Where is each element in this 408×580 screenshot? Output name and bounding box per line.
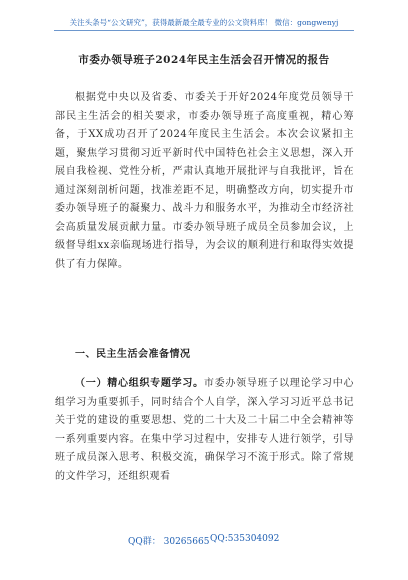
header-banner: 关注头条号“公文研究”，获得最新最全最专业的公文资料库！ 微信：gongwenyj bbox=[69, 18, 339, 27]
footer-qq-number: QQ:535304092 bbox=[210, 534, 280, 544]
subsection-text: 市委办领导班子以理论学习中心组学习为重要抓手，同时结合个人自学，深入学习习近平总书记关于党的建设的重要思想、党的二十大及二十届二中全会精神等一系列重要内容。在集中学习过程中，安排专人进行领学，引导班子成员深入思考、积极交流，确保学习不流于形式。除了常规的文件学习，还组织观看 bbox=[55, 378, 354, 482]
section-heading-preparation: 一、民主生活会准备情况 bbox=[75, 349, 191, 360]
header-divider bbox=[54, 30, 354, 31]
footer-qq-group: QQ群： 30265665 bbox=[128, 537, 210, 547]
subsection-heading: （一）精心组织专题学习。 bbox=[75, 378, 204, 389]
document-title: 市委办领导班子2024年民主生活会召开情况的报告 bbox=[78, 54, 330, 66]
intro-paragraph: 根据党中央以及省委、市委关于开好2024年度党员领导干部民主生活会的相关要求，市委办领导班子高度重视，精心筹备，于XX成功召开了2024年度民主生活会。本次会议紧扣主题，聚焦学习贯彻习近平新时代中国特色社会主义思想，深入开展自我检视、党性分析，严肃认真地开展批评与自我批评，旨在通过深刻剖析问题，找准差距不足，明确整改方向，切实提升市委办领导班子的凝聚力、战斗力和服务水平，为推动全市经济社会高质量发展贡献力量。市委办领导班子成员全员参加会议，上级督导组xx亲临现场进行指导，为会议的顺利进行和取得实效提供了有力保障。 bbox=[55, 92, 354, 270]
subsection-paragraph bbox=[55, 375, 354, 486]
